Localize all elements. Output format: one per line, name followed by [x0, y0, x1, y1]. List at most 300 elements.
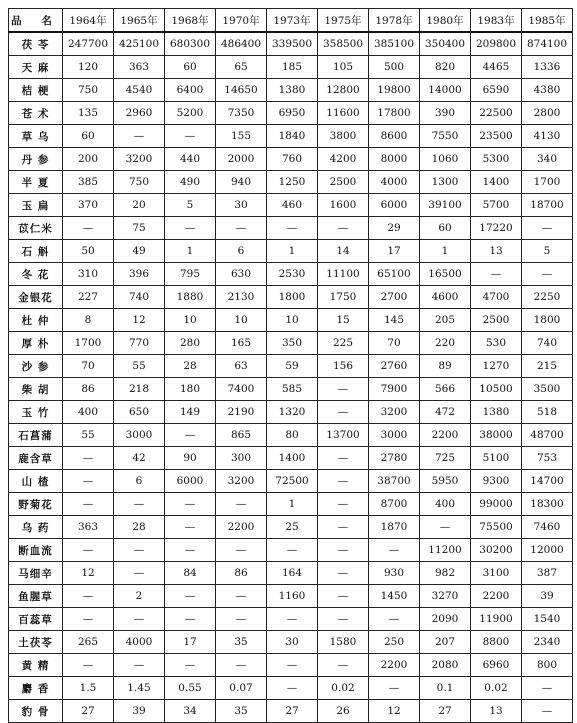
value-cell: 1060 [420, 148, 471, 171]
value-cell: 17800 [369, 102, 420, 125]
value-cell: 89 [420, 355, 471, 378]
value-cell: 1700 [63, 332, 114, 355]
value-cell: — [216, 585, 267, 608]
herb-name-cell: 柴 胡 [9, 378, 63, 401]
value-cell: — [165, 493, 216, 516]
column-header-year: 1965年 [114, 9, 165, 33]
value-cell: — [165, 539, 216, 562]
value-cell: 185 [267, 56, 318, 79]
value-cell: 0.55 [165, 677, 216, 700]
value-cell: 11200 [420, 539, 471, 562]
value-cell: — [267, 217, 318, 240]
value-cell: 22500 [471, 102, 522, 125]
value-cell: 339500 [267, 32, 318, 56]
value-cell: 2200 [420, 424, 471, 447]
value-cell: 6590 [471, 79, 522, 102]
value-cell: 30 [267, 631, 318, 654]
value-cell: 1300 [420, 171, 471, 194]
value-cell: 1600 [318, 194, 369, 217]
value-cell: 3800 [318, 125, 369, 148]
value-cell: 2500 [471, 309, 522, 332]
value-cell: 49 [114, 240, 165, 263]
value-cell: 750 [63, 79, 114, 102]
value-cell: — [63, 493, 114, 516]
herb-name-cell: 杜 仲 [9, 309, 63, 332]
value-cell: — [420, 516, 471, 539]
value-cell: 164 [267, 562, 318, 585]
value-cell: 8800 [471, 631, 522, 654]
value-cell: — [165, 585, 216, 608]
value-cell: 280 [165, 332, 216, 355]
value-cell: 247700 [63, 32, 114, 56]
value-cell: 10 [165, 309, 216, 332]
column-header-year: 1980年 [420, 9, 471, 33]
value-cell: 9300 [471, 470, 522, 493]
value-cell: 1160 [267, 585, 318, 608]
value-cell: 48700 [522, 424, 573, 447]
value-cell: 1380 [267, 79, 318, 102]
herb-name-cell: 山 楂 [9, 470, 63, 493]
value-cell: 340 [522, 148, 573, 171]
value-cell: 12000 [522, 539, 573, 562]
value-cell: 5 [522, 240, 573, 263]
value-cell: 940 [216, 171, 267, 194]
value-cell: 5200 [165, 102, 216, 125]
value-cell: — [114, 562, 165, 585]
value-cell: 1 [165, 240, 216, 263]
value-cell: — [318, 378, 369, 401]
value-cell: 1.5 [63, 677, 114, 700]
table-row [9, 631, 573, 654]
value-cell: 5950 [420, 470, 471, 493]
value-cell: 39 [114, 700, 165, 723]
table-row [9, 562, 573, 585]
value-cell: 1840 [267, 125, 318, 148]
value-cell: 27 [63, 700, 114, 723]
value-cell: 4200 [318, 148, 369, 171]
table-row [9, 32, 573, 56]
table-row [9, 700, 573, 723]
value-cell: 4700 [471, 286, 522, 309]
value-cell: — [522, 263, 573, 286]
value-cell: 350 [267, 332, 318, 355]
value-cell: 7400 [216, 378, 267, 401]
herb-name-cell: 金银花 [9, 286, 63, 309]
value-cell: 18300 [522, 493, 573, 516]
value-cell: 215 [522, 355, 573, 378]
value-cell: — [318, 516, 369, 539]
value-cell: 1700 [522, 171, 573, 194]
value-cell: — [165, 217, 216, 240]
herb-name-cell: 玉 扁 [9, 194, 63, 217]
value-cell: 1 [267, 240, 318, 263]
value-cell: — [318, 562, 369, 585]
value-cell: 385100 [369, 32, 420, 56]
value-cell: 86 [63, 378, 114, 401]
value-cell: 740 [522, 332, 573, 355]
table-row [9, 516, 573, 539]
value-cell: 4540 [114, 79, 165, 102]
value-cell: 149 [165, 401, 216, 424]
value-cell: — [216, 608, 267, 631]
value-cell: 50 [63, 240, 114, 263]
value-cell: 0.07 [216, 677, 267, 700]
value-cell: — [165, 516, 216, 539]
value-cell: 1800 [522, 309, 573, 332]
value-cell: 5100 [471, 447, 522, 470]
value-cell: — [318, 217, 369, 240]
value-cell: 750 [114, 171, 165, 194]
value-cell: 2500 [318, 171, 369, 194]
value-cell: 680300 [165, 32, 216, 56]
value-cell: — [63, 654, 114, 677]
value-cell: — [267, 677, 318, 700]
value-cell: 38000 [471, 424, 522, 447]
table-row [9, 470, 573, 493]
value-cell: — [114, 608, 165, 631]
value-cell: 11600 [318, 102, 369, 125]
value-cell: 5 [165, 194, 216, 217]
value-cell: 396 [114, 263, 165, 286]
value-cell: 486400 [216, 32, 267, 56]
value-cell: 387 [522, 562, 573, 585]
table-row [9, 194, 573, 217]
value-cell: 2340 [522, 631, 573, 654]
value-cell: 25 [267, 516, 318, 539]
value-cell: 12800 [318, 79, 369, 102]
value-cell: 5700 [471, 194, 522, 217]
value-cell: 60 [63, 125, 114, 148]
value-cell: 11900 [471, 608, 522, 631]
value-cell: 30200 [471, 539, 522, 562]
value-cell: 90 [165, 447, 216, 470]
value-cell: 30 [216, 194, 267, 217]
value-cell: 2760 [369, 355, 420, 378]
value-cell: 740 [114, 286, 165, 309]
table-row [9, 447, 573, 470]
value-cell: 7460 [522, 516, 573, 539]
herb-name-cell: 麝 香 [9, 677, 63, 700]
value-cell: — [216, 217, 267, 240]
value-cell: 2700 [369, 286, 420, 309]
value-cell: 358500 [318, 32, 369, 56]
value-cell: 250 [369, 631, 420, 654]
value-cell: 865 [216, 424, 267, 447]
value-cell: 17 [369, 240, 420, 263]
value-cell: — [318, 585, 369, 608]
value-cell: 29 [369, 217, 420, 240]
value-cell: 135 [63, 102, 114, 125]
value-cell: 227 [63, 286, 114, 309]
value-cell: 7550 [420, 125, 471, 148]
value-cell: 19800 [369, 79, 420, 102]
table-row [9, 286, 573, 309]
value-cell: 65100 [369, 263, 420, 286]
value-cell: 1800 [267, 286, 318, 309]
value-cell: 63 [216, 355, 267, 378]
table-row [9, 171, 573, 194]
table-row [9, 539, 573, 562]
value-cell: 7350 [216, 102, 267, 125]
table-body [9, 32, 573, 723]
value-cell: 209800 [471, 32, 522, 56]
value-cell: 2780 [369, 447, 420, 470]
value-cell: — [318, 493, 369, 516]
value-cell: 3270 [420, 585, 471, 608]
value-cell: — [63, 585, 114, 608]
value-cell: 1400 [267, 447, 318, 470]
value-cell: — [318, 447, 369, 470]
value-cell: 800 [522, 654, 573, 677]
value-cell: 155 [216, 125, 267, 148]
value-cell: 874100 [522, 32, 573, 56]
value-cell: — [63, 608, 114, 631]
value-cell: 2090 [420, 608, 471, 631]
herb-name-cell: 沙 参 [9, 355, 63, 378]
value-cell: — [369, 608, 420, 631]
value-cell: 3200 [216, 470, 267, 493]
value-cell: 350400 [420, 32, 471, 56]
table-header-row [9, 9, 573, 33]
value-cell: 20 [114, 194, 165, 217]
table-row [9, 332, 573, 355]
herb-name-cell: 石 斛 [9, 240, 63, 263]
value-cell: 35 [216, 700, 267, 723]
herb-name-cell: 石菖蒲 [9, 424, 63, 447]
value-cell: 10 [267, 309, 318, 332]
value-cell: 1580 [318, 631, 369, 654]
value-cell: 3100 [471, 562, 522, 585]
value-cell: 220 [420, 332, 471, 355]
value-cell: 1.45 [114, 677, 165, 700]
value-cell: 80 [267, 424, 318, 447]
herb-name-cell: 厚 朴 [9, 332, 63, 355]
value-cell: 60 [165, 56, 216, 79]
value-cell: 60 [420, 217, 471, 240]
value-cell: 460 [267, 194, 318, 217]
value-cell: 6400 [165, 79, 216, 102]
herb-name-cell: 玉 竹 [9, 401, 63, 424]
table-row [9, 79, 573, 102]
value-cell: 145 [369, 309, 420, 332]
value-cell: — [114, 654, 165, 677]
value-cell: 39 [522, 585, 573, 608]
value-cell: 1336 [522, 56, 573, 79]
value-cell: 500 [369, 56, 420, 79]
value-cell: — [63, 539, 114, 562]
table-row [9, 378, 573, 401]
herb-name-cell: 土茯苓 [9, 631, 63, 654]
value-cell: 440 [165, 148, 216, 171]
herb-name-cell: 鱼腥草 [9, 585, 63, 608]
value-cell: 1450 [369, 585, 420, 608]
value-cell: 11100 [318, 263, 369, 286]
value-cell: 3000 [369, 424, 420, 447]
value-cell: 28 [114, 516, 165, 539]
value-cell: 530 [471, 332, 522, 355]
value-cell: 225 [318, 332, 369, 355]
value-cell: 55 [114, 355, 165, 378]
value-cell: 390 [420, 102, 471, 125]
value-cell: 12 [114, 309, 165, 332]
table-row [9, 125, 573, 148]
value-cell: 34 [165, 700, 216, 723]
value-cell: — [114, 493, 165, 516]
value-cell: 1270 [471, 355, 522, 378]
column-header-year: 1973年 [267, 9, 318, 33]
value-cell: 930 [369, 562, 420, 585]
value-cell: 1380 [471, 401, 522, 424]
value-cell: — [318, 470, 369, 493]
value-cell: 1400 [471, 171, 522, 194]
value-cell: — [165, 125, 216, 148]
value-cell: 59 [267, 355, 318, 378]
value-cell: 0.1 [420, 677, 471, 700]
value-cell: 65 [216, 56, 267, 79]
value-cell: — [318, 539, 369, 562]
value-cell: 8700 [369, 493, 420, 516]
value-cell: 6950 [267, 102, 318, 125]
value-cell: — [165, 608, 216, 631]
value-cell: 70 [63, 355, 114, 378]
value-cell: 1750 [318, 286, 369, 309]
value-cell: 6960 [471, 654, 522, 677]
herb-name-cell: 半 夏 [9, 171, 63, 194]
value-cell: 2 [114, 585, 165, 608]
value-cell: 490 [165, 171, 216, 194]
value-cell: 2250 [522, 286, 573, 309]
value-cell: 14650 [216, 79, 267, 102]
value-cell: 2200 [471, 585, 522, 608]
value-cell: 12 [369, 700, 420, 723]
value-cell: 8600 [369, 125, 420, 148]
value-cell: 820 [420, 56, 471, 79]
value-cell: 1870 [369, 516, 420, 539]
value-cell: 27 [420, 700, 471, 723]
value-cell: 385 [63, 171, 114, 194]
value-cell: 1880 [165, 286, 216, 309]
value-cell: 55 [63, 424, 114, 447]
value-cell: 753 [522, 447, 573, 470]
table-row [9, 401, 573, 424]
value-cell: 400 [420, 493, 471, 516]
herb-name-cell: 天 麻 [9, 56, 63, 79]
value-cell: 725 [420, 447, 471, 470]
value-cell: 6 [114, 470, 165, 493]
column-header-year: 1968年 [165, 9, 216, 33]
value-cell: 8000 [369, 148, 420, 171]
value-cell: 165 [216, 332, 267, 355]
value-cell: 156 [318, 355, 369, 378]
value-cell: 585 [267, 378, 318, 401]
value-cell: 27 [267, 700, 318, 723]
value-cell: — [63, 217, 114, 240]
value-cell: 1540 [522, 608, 573, 631]
value-cell: — [522, 700, 573, 723]
value-cell: — [471, 263, 522, 286]
value-cell: 650 [114, 401, 165, 424]
value-cell: 13 [471, 700, 522, 723]
value-cell: 105 [318, 56, 369, 79]
value-cell: 84 [165, 562, 216, 585]
value-cell: 26 [318, 700, 369, 723]
value-cell: 99000 [471, 493, 522, 516]
value-cell: 310 [63, 263, 114, 286]
herb-purchase-table [8, 8, 573, 723]
value-cell: 630 [216, 263, 267, 286]
value-cell: 180 [165, 378, 216, 401]
value-cell: 1 [267, 493, 318, 516]
value-cell: 10 [216, 309, 267, 332]
value-cell: 3200 [114, 148, 165, 171]
herb-name-cell: 马细辛 [9, 562, 63, 585]
value-cell: 13700 [318, 424, 369, 447]
herb-name-cell: 野菊花 [9, 493, 63, 516]
value-cell: — [522, 677, 573, 700]
column-header-year: 1978年 [369, 9, 420, 33]
value-cell: 795 [165, 263, 216, 286]
column-header-year: 1970年 [216, 9, 267, 33]
value-cell: 16500 [420, 263, 471, 286]
value-cell: 3500 [522, 378, 573, 401]
value-cell: — [216, 654, 267, 677]
value-cell: — [63, 447, 114, 470]
value-cell: — [369, 539, 420, 562]
value-cell: 38700 [369, 470, 420, 493]
value-cell: 265 [63, 631, 114, 654]
value-cell: 10500 [471, 378, 522, 401]
table-row [9, 493, 573, 516]
value-cell: 5300 [471, 148, 522, 171]
value-cell: 3000 [114, 424, 165, 447]
value-cell: 18700 [522, 194, 573, 217]
table-row [9, 240, 573, 263]
herb-name-cell: 苡仁米 [9, 217, 63, 240]
column-header-year: 1975年 [318, 9, 369, 33]
value-cell: 2130 [216, 286, 267, 309]
value-cell: 75 [114, 217, 165, 240]
value-cell: 370 [63, 194, 114, 217]
value-cell: — [216, 493, 267, 516]
value-cell: 2960 [114, 102, 165, 125]
value-cell: 14 [318, 240, 369, 263]
value-cell: 4000 [114, 631, 165, 654]
value-cell: 218 [114, 378, 165, 401]
value-cell: — [318, 654, 369, 677]
table-row [9, 102, 573, 125]
table-row [9, 56, 573, 79]
column-header-year: 1983年 [471, 9, 522, 33]
value-cell: 6000 [369, 194, 420, 217]
value-cell: 1250 [267, 171, 318, 194]
herb-name-cell: 草 乌 [9, 125, 63, 148]
value-cell: — [267, 608, 318, 631]
herb-name-cell: 百蕊草 [9, 608, 63, 631]
herb-name-cell: 豹 骨 [9, 700, 63, 723]
value-cell: 39100 [420, 194, 471, 217]
value-cell: 35 [216, 631, 267, 654]
value-cell: 75500 [471, 516, 522, 539]
table-row [9, 424, 573, 447]
value-cell: 8 [63, 309, 114, 332]
herb-name-cell: 丹 参 [9, 148, 63, 171]
value-cell: 0.02 [471, 677, 522, 700]
value-cell: 2530 [267, 263, 318, 286]
value-cell: 2000 [216, 148, 267, 171]
value-cell: 1 [420, 240, 471, 263]
value-cell: 200 [63, 148, 114, 171]
value-cell: — [114, 539, 165, 562]
